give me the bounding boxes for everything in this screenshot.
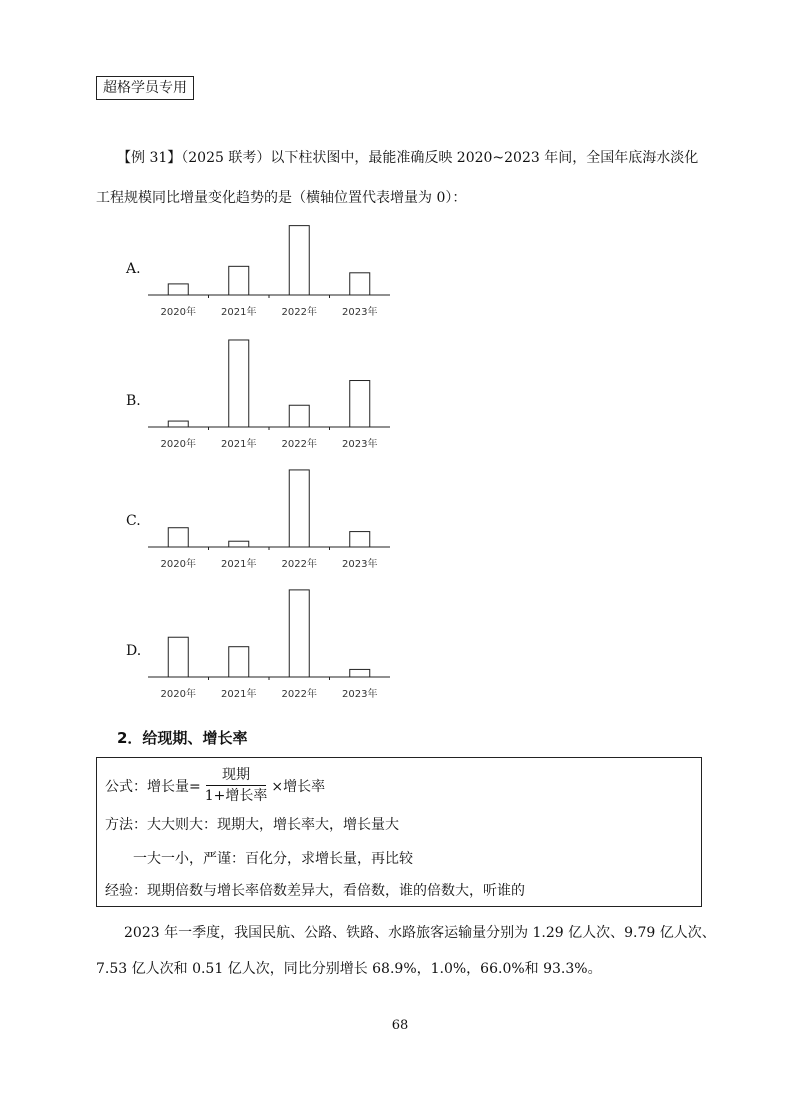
tick-label: 2021年	[221, 307, 257, 318]
tick-label: 2023年	[342, 439, 378, 450]
chart-option-a	[100, 215, 420, 325]
option-label: A.	[126, 261, 141, 277]
bar-2022年	[289, 226, 309, 295]
tick-label: 2020年	[160, 689, 196, 700]
experience-line: 经验：现期倍数与增长率倍数差异大，看倍数，谁的倍数大，听谁的	[105, 883, 525, 899]
tick-label: 2023年	[342, 307, 378, 318]
chart-c-svg	[100, 462, 420, 577]
tick-label: 2021年	[221, 689, 257, 700]
tick-label: 2023年	[342, 559, 378, 570]
question-line-1: 【例 31】（2025 联考）以下柱状图中，最能准确反映 2020~2023 年间，全国年底海水淡化	[117, 150, 699, 166]
bar-2022年	[289, 405, 309, 427]
bar-2020年	[168, 528, 188, 547]
formula-numerator: 现期	[206, 766, 266, 786]
bar-2023年	[350, 381, 370, 427]
tick-label: 2020年	[160, 307, 196, 318]
tick-label: 2023年	[342, 689, 378, 700]
tick-label: 2022年	[281, 307, 317, 318]
bar-2021年	[229, 266, 249, 295]
bar-2023年	[350, 273, 370, 295]
page-number: 68	[391, 1018, 409, 1033]
restricted-label: 超格学员专用	[96, 76, 194, 100]
bar-2021年	[229, 647, 249, 677]
formula-denominator: 1+增长率	[204, 788, 268, 804]
formula-suffix: ×增长率	[271, 778, 326, 795]
tick-label: 2021年	[221, 559, 257, 570]
paragraph-line-1: 2023 年一季度，我国民航、公路、铁路、水路旅客运输量分别为 1.29 亿人次、9.79 亿人次、	[124, 925, 716, 941]
formula-prefix: 公式：增长量=	[105, 778, 201, 795]
chart-option-c	[100, 462, 420, 577]
method-line-2: 一大一小，严谨：百化分，求增长量，再比较	[133, 851, 413, 867]
tick-label: 2020年	[160, 559, 196, 570]
tick-label: 2021年	[221, 439, 257, 450]
bar-2021年	[229, 340, 249, 427]
option-label: C.	[126, 513, 141, 529]
chart-option-b	[100, 332, 420, 457]
section-title: 2．给现期、增长率	[117, 729, 248, 747]
chart-option-d	[100, 582, 420, 707]
tick-label: 2020年	[160, 439, 196, 450]
bar-2022年	[289, 470, 309, 547]
question-line-2: 工程规模同比增量变化趋势的是（横轴位置代表增量为 0）：	[96, 190, 467, 206]
option-label: D.	[126, 643, 142, 659]
bar-2023年	[350, 532, 370, 547]
chart-a-svg	[100, 215, 420, 325]
bar-2023年	[350, 669, 370, 677]
formula-box	[96, 757, 702, 907]
chart-d-svg	[100, 582, 420, 707]
formula-line	[105, 766, 325, 805]
tick-label: 2022年	[281, 689, 317, 700]
formula-fraction	[205, 766, 268, 805]
option-label: B.	[126, 393, 141, 409]
tick-label: 2022年	[281, 439, 317, 450]
tick-label: 2022年	[281, 559, 317, 570]
bar-2022年	[289, 590, 309, 677]
bar-2020年	[168, 284, 188, 295]
chart-b-svg	[100, 332, 420, 457]
paragraph-line-2: 7.53 亿人次和 0.51 亿人次，同比分别增长 68.9%，1.0%，66.0%和 93.3%。	[96, 961, 602, 977]
bar-2020年	[168, 421, 188, 427]
method-line: 方法：大大则大：现期大，增长率大，增长量大	[105, 817, 399, 833]
bar-2020年	[168, 637, 188, 677]
bar-2021年	[229, 541, 249, 547]
